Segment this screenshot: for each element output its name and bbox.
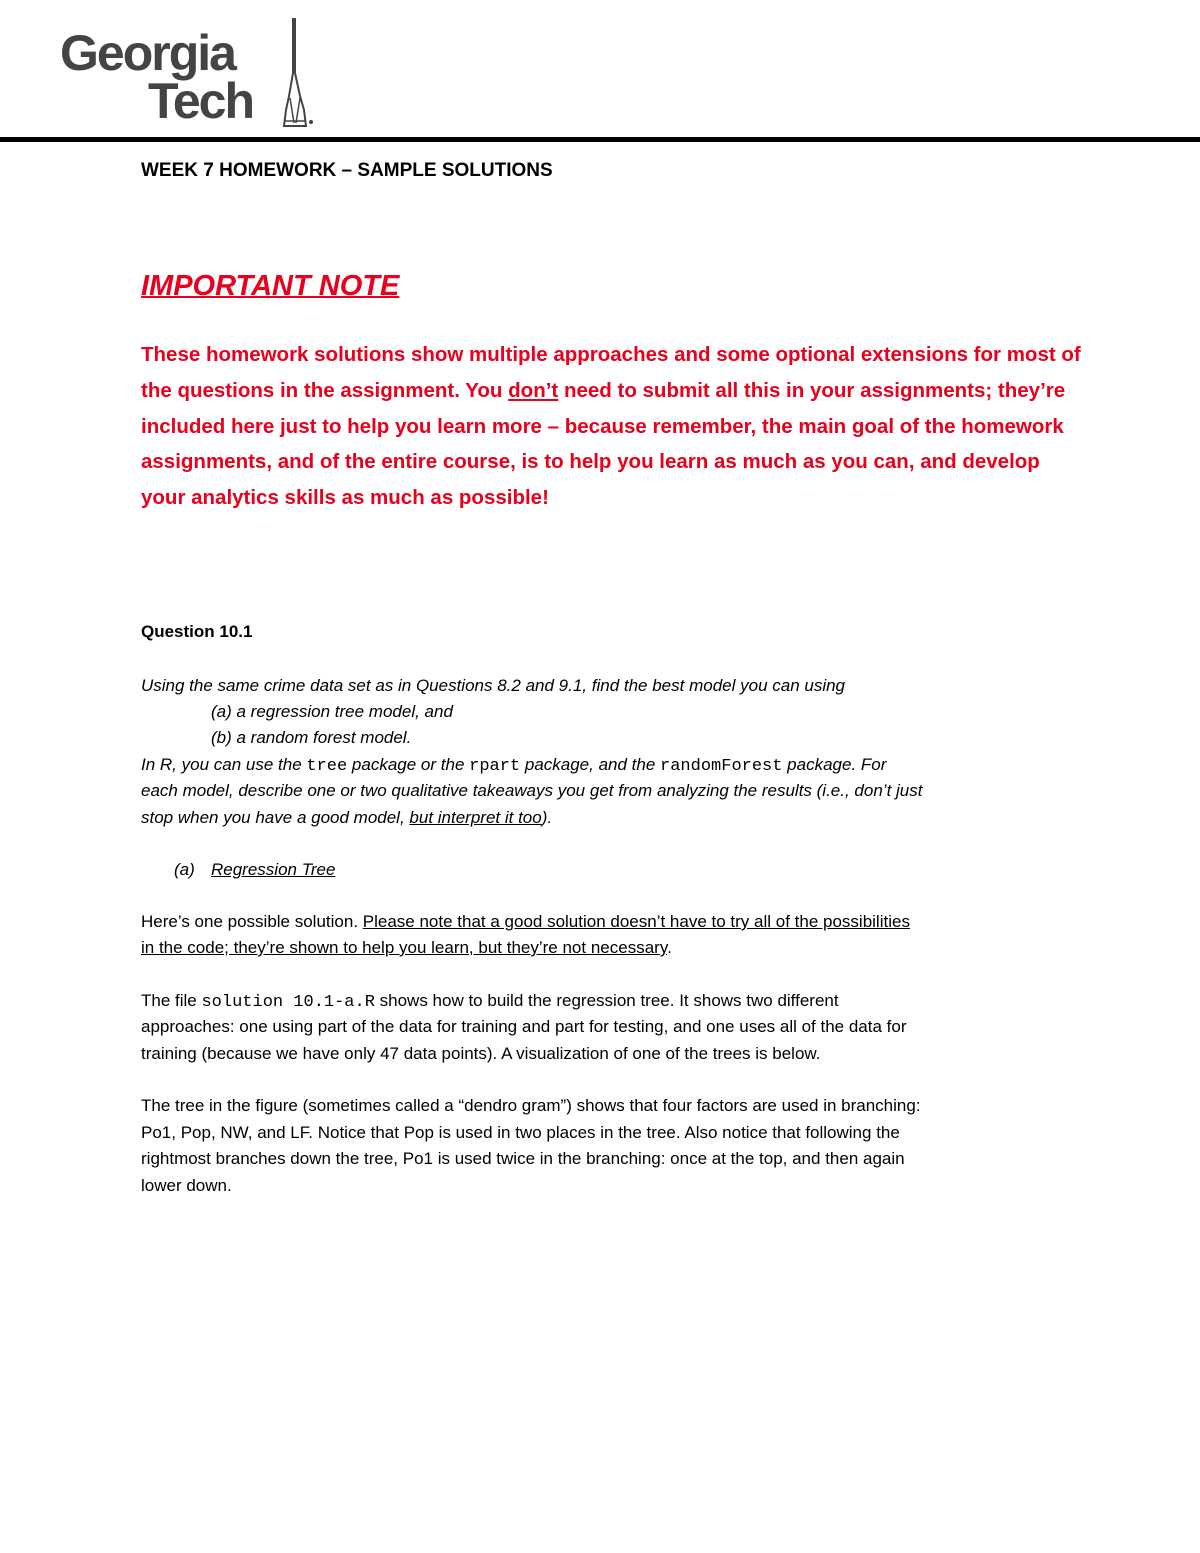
logo-line1: Georgia xyxy=(60,25,235,81)
para2-line-3: training (because we have only 47 data points). A visualization of one of the trees is below. xyxy=(141,1044,821,1063)
question-line-4: each model, describe one or two qualitative takeaways you get from analyzing the results (i.e., don’t just xyxy=(141,781,923,800)
important-dont: don’t xyxy=(508,378,559,402)
code-solution-file: solution 10.1-a.R xyxy=(201,993,375,1012)
section-a-title: Regression Tree xyxy=(211,860,336,879)
logo xyxy=(60,18,330,133)
para1-line-1 xyxy=(141,909,910,936)
question-line-3 xyxy=(141,752,886,781)
para1-line-2 xyxy=(141,935,672,962)
question-item-a: (a) a regression tree model, and xyxy=(211,702,453,721)
q3-text-b: package or the xyxy=(347,755,470,774)
tower-icon xyxy=(278,18,318,130)
para2-line-2: approaches: one using part of the data for training and part for testing, and one uses all of the data for xyxy=(141,1017,907,1036)
para3-line-4: lower down. xyxy=(141,1176,232,1195)
question-item-b: (b) a random forest model. xyxy=(211,728,412,747)
para3-line-3: rightmost branches down the tree, Po1 is used twice in the branching: once at the top, and then again xyxy=(141,1149,905,1168)
q5-underlined: but interpret it too xyxy=(409,808,542,827)
para1-underlined-1: Please note that a good solution doesn’t have to try all of the possibilities xyxy=(362,912,910,931)
important-paragraph xyxy=(141,337,1081,516)
code-tree: tree xyxy=(306,757,348,776)
para1-underlined-2: in the code; they’re shown to help you learn, but they’re not necessary xyxy=(141,938,668,957)
q3-text-a: In R, you can use the xyxy=(141,755,307,774)
important-text-1: These homework solutions show multiple approaches and some optional extensions for most of the questions in the assignment. You xyxy=(141,343,1081,402)
code-randomforest: randomForest xyxy=(660,757,783,776)
question-line-5 xyxy=(141,805,552,832)
q5-text-b: ). xyxy=(541,808,553,827)
para3-line-1: The tree in the figure (sometimes called a “dendro gram”) shows that four factors are used in branching: xyxy=(141,1096,921,1115)
q5-text-a: stop when you have a good model, xyxy=(141,808,410,827)
question-heading: Question 10.1 xyxy=(141,622,253,641)
important-heading: IMPORTANT NOTE xyxy=(141,270,400,302)
page-title: WEEK 7 HOMEWORK – SAMPLE SOLUTIONS xyxy=(141,160,553,181)
question-line-1: Using the same crime data set as in Questions 8.2 and 9.1, find the best model you can using xyxy=(141,676,846,695)
section-a-marker: (a) xyxy=(174,860,195,879)
para3-line-2: Po1, Pop, NW, and LF. Notice that Pop is used in two places in the tree. Also notice that following the xyxy=(141,1123,900,1142)
q3-text-d: package. For xyxy=(782,755,887,774)
para1-text-a: Here’s one possible solution. xyxy=(141,912,363,931)
para1-text-b: . xyxy=(667,938,672,957)
important-text-2: need to submit all this in your assignments; they’re included here just to help you learn more – because remember, the main goal of the homework assignments, and of the entire course, is to help you learn as much as you can, and develop your analytics skills as much as possible! xyxy=(141,378,1066,510)
header-rule xyxy=(0,137,1200,142)
q3-text-c: package, and the xyxy=(520,755,661,774)
logo-line2: Tech xyxy=(148,73,253,129)
code-rpart: rpart xyxy=(469,757,521,776)
para2-text-b: shows how to build the regression tree. It shows two different xyxy=(374,991,839,1010)
para2-text-a: The file xyxy=(141,991,202,1010)
para2-line-1 xyxy=(141,988,839,1017)
